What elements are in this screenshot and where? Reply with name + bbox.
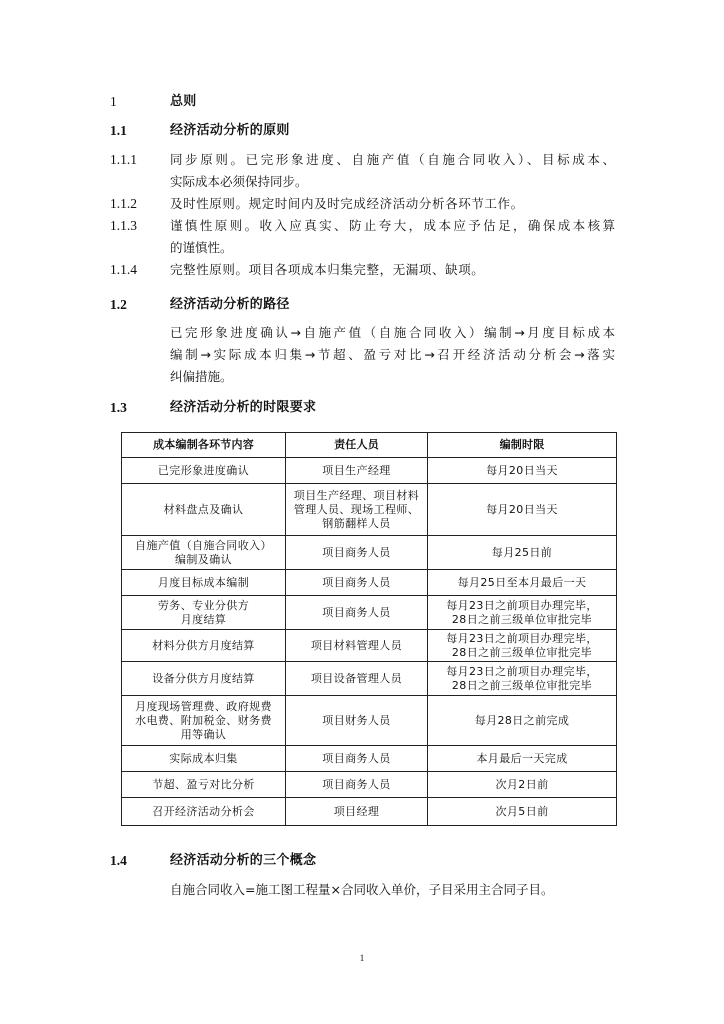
- cell-item: 材料盘点及确认: [122, 484, 286, 536]
- table-header-row: [122, 433, 617, 458]
- cell-deadline: 每月23日之前项目办理完毕， 28日之前三级单位审批完毕: [428, 630, 617, 662]
- path-line-3: 纠偏措施。: [170, 369, 233, 384]
- table-row: [122, 570, 617, 596]
- table-row: [122, 746, 617, 772]
- header-person: 责任人员: [286, 433, 428, 458]
- table-row: [122, 662, 617, 696]
- cell-deadline: 每月23日之前项目办理完毕， 28日之前三级单位审批完毕: [428, 596, 617, 630]
- cell-item: 自施产值（自施合同收入） 编制及确认: [122, 536, 286, 570]
- item-1-1-1-number: 1.1.1: [110, 152, 137, 167]
- cell-deadline: 每月20日当天: [428, 484, 617, 536]
- cell-deadline: 每月20日当天: [428, 458, 617, 484]
- heading-1-2-title: 经济活动分析的路径: [170, 297, 290, 312]
- cell-item: 月度现场管理费、政府规费 水电费、附加税金、财务费 用等确认: [122, 696, 286, 746]
- table-row: [122, 696, 617, 746]
- table-row: [122, 596, 617, 630]
- item-1-1-4-number: 1.1.4: [110, 262, 137, 277]
- heading-1-2-number: 1.2: [110, 297, 127, 312]
- heading-1-3-title: 经济活动分析的时限要求: [170, 400, 317, 415]
- cell-person: 项目商务人员: [286, 570, 428, 596]
- heading-1-3-number: 1.3: [110, 400, 127, 415]
- deadline-table: [121, 432, 617, 826]
- page-number: 1: [359, 953, 365, 963]
- table-row: [122, 484, 617, 536]
- cell-person: 项目商务人员: [286, 596, 428, 630]
- cell-person: 项目生产经理: [286, 458, 428, 484]
- heading-1-number: 1: [110, 94, 117, 109]
- cell-deadline: 本月最后一天完成: [428, 746, 617, 772]
- table-row: [122, 458, 617, 484]
- cell-item: 月度目标成本编制: [122, 570, 286, 596]
- contract-income-definition: 自施合同收入=施工图工程量×合同收入单价，子目采用主合同子目。: [170, 882, 554, 897]
- cell-person: 项目经理: [286, 798, 428, 826]
- path-line-2: 编制→实际成本归集→节超、盈亏对比→召开经济活动分析会→落实: [170, 347, 615, 362]
- table-row: [122, 630, 617, 662]
- cell-item: 材料分供方月度结算: [122, 630, 286, 662]
- table-row: [122, 798, 617, 826]
- cell-item: 节超、盈亏对比分析: [122, 772, 286, 798]
- item-1-1-3-line-2: 的谨慎性。: [170, 240, 233, 255]
- cell-person: 项目材料管理人员: [286, 630, 428, 662]
- header-item: 成本编制各环节内容: [122, 433, 286, 458]
- table-row: [122, 772, 617, 798]
- cell-deadline: 每月25日至本月最后一天: [428, 570, 617, 596]
- table-row: [122, 536, 617, 570]
- cell-deadline: 每月28日之前完成: [428, 696, 617, 746]
- cell-item: 已完形象进度确认: [122, 458, 286, 484]
- cell-item: 召开经济活动分析会: [122, 798, 286, 826]
- cell-deadline: 次月2日前: [428, 772, 617, 798]
- item-1-1-1-line-2: 实际成本必须保持同步。: [170, 174, 308, 189]
- path-line-1: 已完形象进度确认→自施产值（自施合同收入）编制→月度目标成本: [170, 325, 615, 340]
- cell-person: 项目商务人员: [286, 746, 428, 772]
- item-1-1-2-number: 1.1.2: [110, 196, 137, 211]
- heading-1-4-title: 经济活动分析的三个概念: [170, 853, 317, 868]
- cell-person: 项目商务人员: [286, 536, 428, 570]
- heading-1-title: 总则: [170, 94, 197, 109]
- item-1-1-4-text: 完整性原则。项目各项成本归集完整，无漏项、缺项。: [170, 262, 485, 277]
- cell-item: 劳务、专业分供方 月度结算: [122, 596, 286, 630]
- item-1-1-1-line-1: 同步原则。已完形象进度、自施产值（自施合同收入）、目标成本、: [170, 152, 615, 167]
- heading-1-4-number: 1.4: [110, 853, 127, 868]
- cell-item: 实际成本归集: [122, 746, 286, 772]
- heading-1-1-number: 1.1: [110, 123, 127, 138]
- header-deadline: 编制时限: [428, 433, 617, 458]
- item-1-1-2-text: 及时性原则。规定时间内及时完成经济活动分析各环节工作。: [170, 196, 524, 211]
- item-1-1-3-line-1: 谨慎性原则。收入应真实、防止夸大，成本应予估足，确保成本核算: [170, 218, 615, 233]
- cell-person: 项目设备管理人员: [286, 662, 428, 696]
- heading-1-1-title: 经济活动分析的原则: [170, 123, 290, 138]
- cell-person: 项目商务人员: [286, 772, 428, 798]
- cell-item: 设备分供方月度结算: [122, 662, 286, 696]
- cell-deadline: 次月5日前: [428, 798, 617, 826]
- item-1-1-3-number: 1.1.3: [110, 218, 137, 233]
- cell-deadline: 每月25日前: [428, 536, 617, 570]
- cell-person: 项目财务人员: [286, 696, 428, 746]
- cell-person: 项目生产经理、项目材料 管理人员、现场工程师、 钢筋翻样人员: [286, 484, 428, 536]
- cell-deadline: 每月23日之前项目办理完毕， 28日之前三级单位审批完毕: [428, 662, 617, 696]
